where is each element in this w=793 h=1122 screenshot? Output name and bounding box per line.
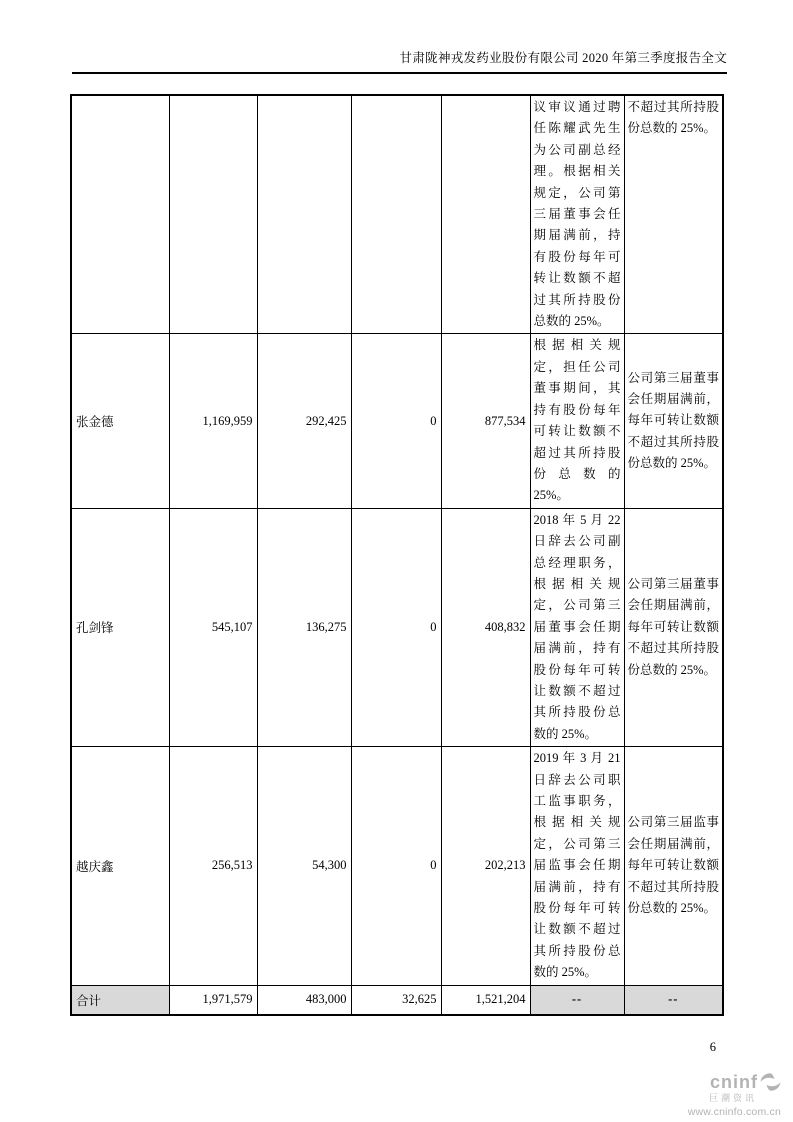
value-cell: 877,534 [441,334,530,508]
note-cell: 公司第三届监事会任期届满前，每年可转让数额不超过其所持股份总数的 25%。 [624,747,723,985]
total-value-cell: 483,000 [257,985,351,1015]
value-cell: 0 [351,747,441,985]
reason-cell: 根据相关规定，担任公司董事期间，其持有股份每年可转让数额不超过其所持股份总数的 25%。 [530,334,624,508]
value-cell: 0 [351,508,441,746]
value-cell: 202,213 [441,747,530,985]
cninfo-brand-text: cninf [710,1072,758,1092]
name-cell: 张金德 [71,334,169,508]
value-cell [169,95,257,334]
total-value-cell: 1,521,204 [441,985,530,1015]
table-row [71,747,723,985]
value-cell [351,95,441,334]
header-title: 甘肃陇神戎发药业股份有限公司 2020 年第三季度报告全文 [399,51,727,65]
cninfo-chinese-name: 巨潮资讯 [708,1093,757,1103]
value-cell [257,95,351,334]
cninfo-logo-row [688,1072,781,1092]
total-label-cell: 合计 [71,985,169,1015]
value-cell: 136,275 [257,508,351,746]
note-cell: 公司第三届董事会任期届满前，每年可转让数额不超过其所持股份总数的 25%。 [624,334,723,508]
name-cell: 越庆鑫 [71,747,169,985]
table-row [71,95,723,334]
value-cell: 256,513 [169,747,257,985]
swirl-icon [760,1072,781,1092]
total-dash-cell: -- [624,985,723,1015]
reason-cell: 2018 年 5 月 22 日辞去公司副总经理职务，根据相关规定，公司第三届董事会任期届满前，持有股份每年可转让数额不超过其所持股份总数的 25%。 [530,508,624,746]
value-cell: 408,832 [441,508,530,746]
page-header [72,50,727,74]
note-cell: 公司第三届董事会任期届满前，每年可转让数额不超过其所持股份总数的 25%。 [624,508,723,746]
reason-cell: 议审议通过聘任陈耀武先生为公司副总经理。根据相关规定，公司第三届董事会任期届满前，持有股份每年可转让数额不超过其所持股份总数的 25%。 [530,95,624,334]
table-total-row [71,985,723,1015]
name-cell [71,95,169,334]
total-value-cell: 32,625 [351,985,441,1015]
page-number: 6 [709,1040,716,1054]
total-dash-cell: -- [530,985,624,1015]
value-cell: 292,425 [257,334,351,508]
value-cell [441,95,530,334]
name-cell: 孔剑锋 [71,508,169,746]
value-cell: 0 [351,334,441,508]
total-value-cell: 1,971,579 [169,985,257,1015]
lockup-shares-table [70,94,724,1016]
value-cell: 1,169,959 [169,334,257,508]
cninfo-logo [688,1072,781,1118]
table-row [71,508,723,746]
value-cell: 545,107 [169,508,257,746]
table-row [71,334,723,508]
cninfo-url: www.cninfo.com.cn [687,1106,781,1118]
value-cell: 54,300 [257,747,351,985]
reason-cell: 2019 年 3 月 21 日辞去公司职工监事职务，根据相关规定，公司第三届监事会任期届满前，持有股份每年可转让数额不超过其所持股份总数的 25%。 [530,747,624,985]
note-cell: 不超过其所持股份总数的 25%。 [624,95,723,334]
